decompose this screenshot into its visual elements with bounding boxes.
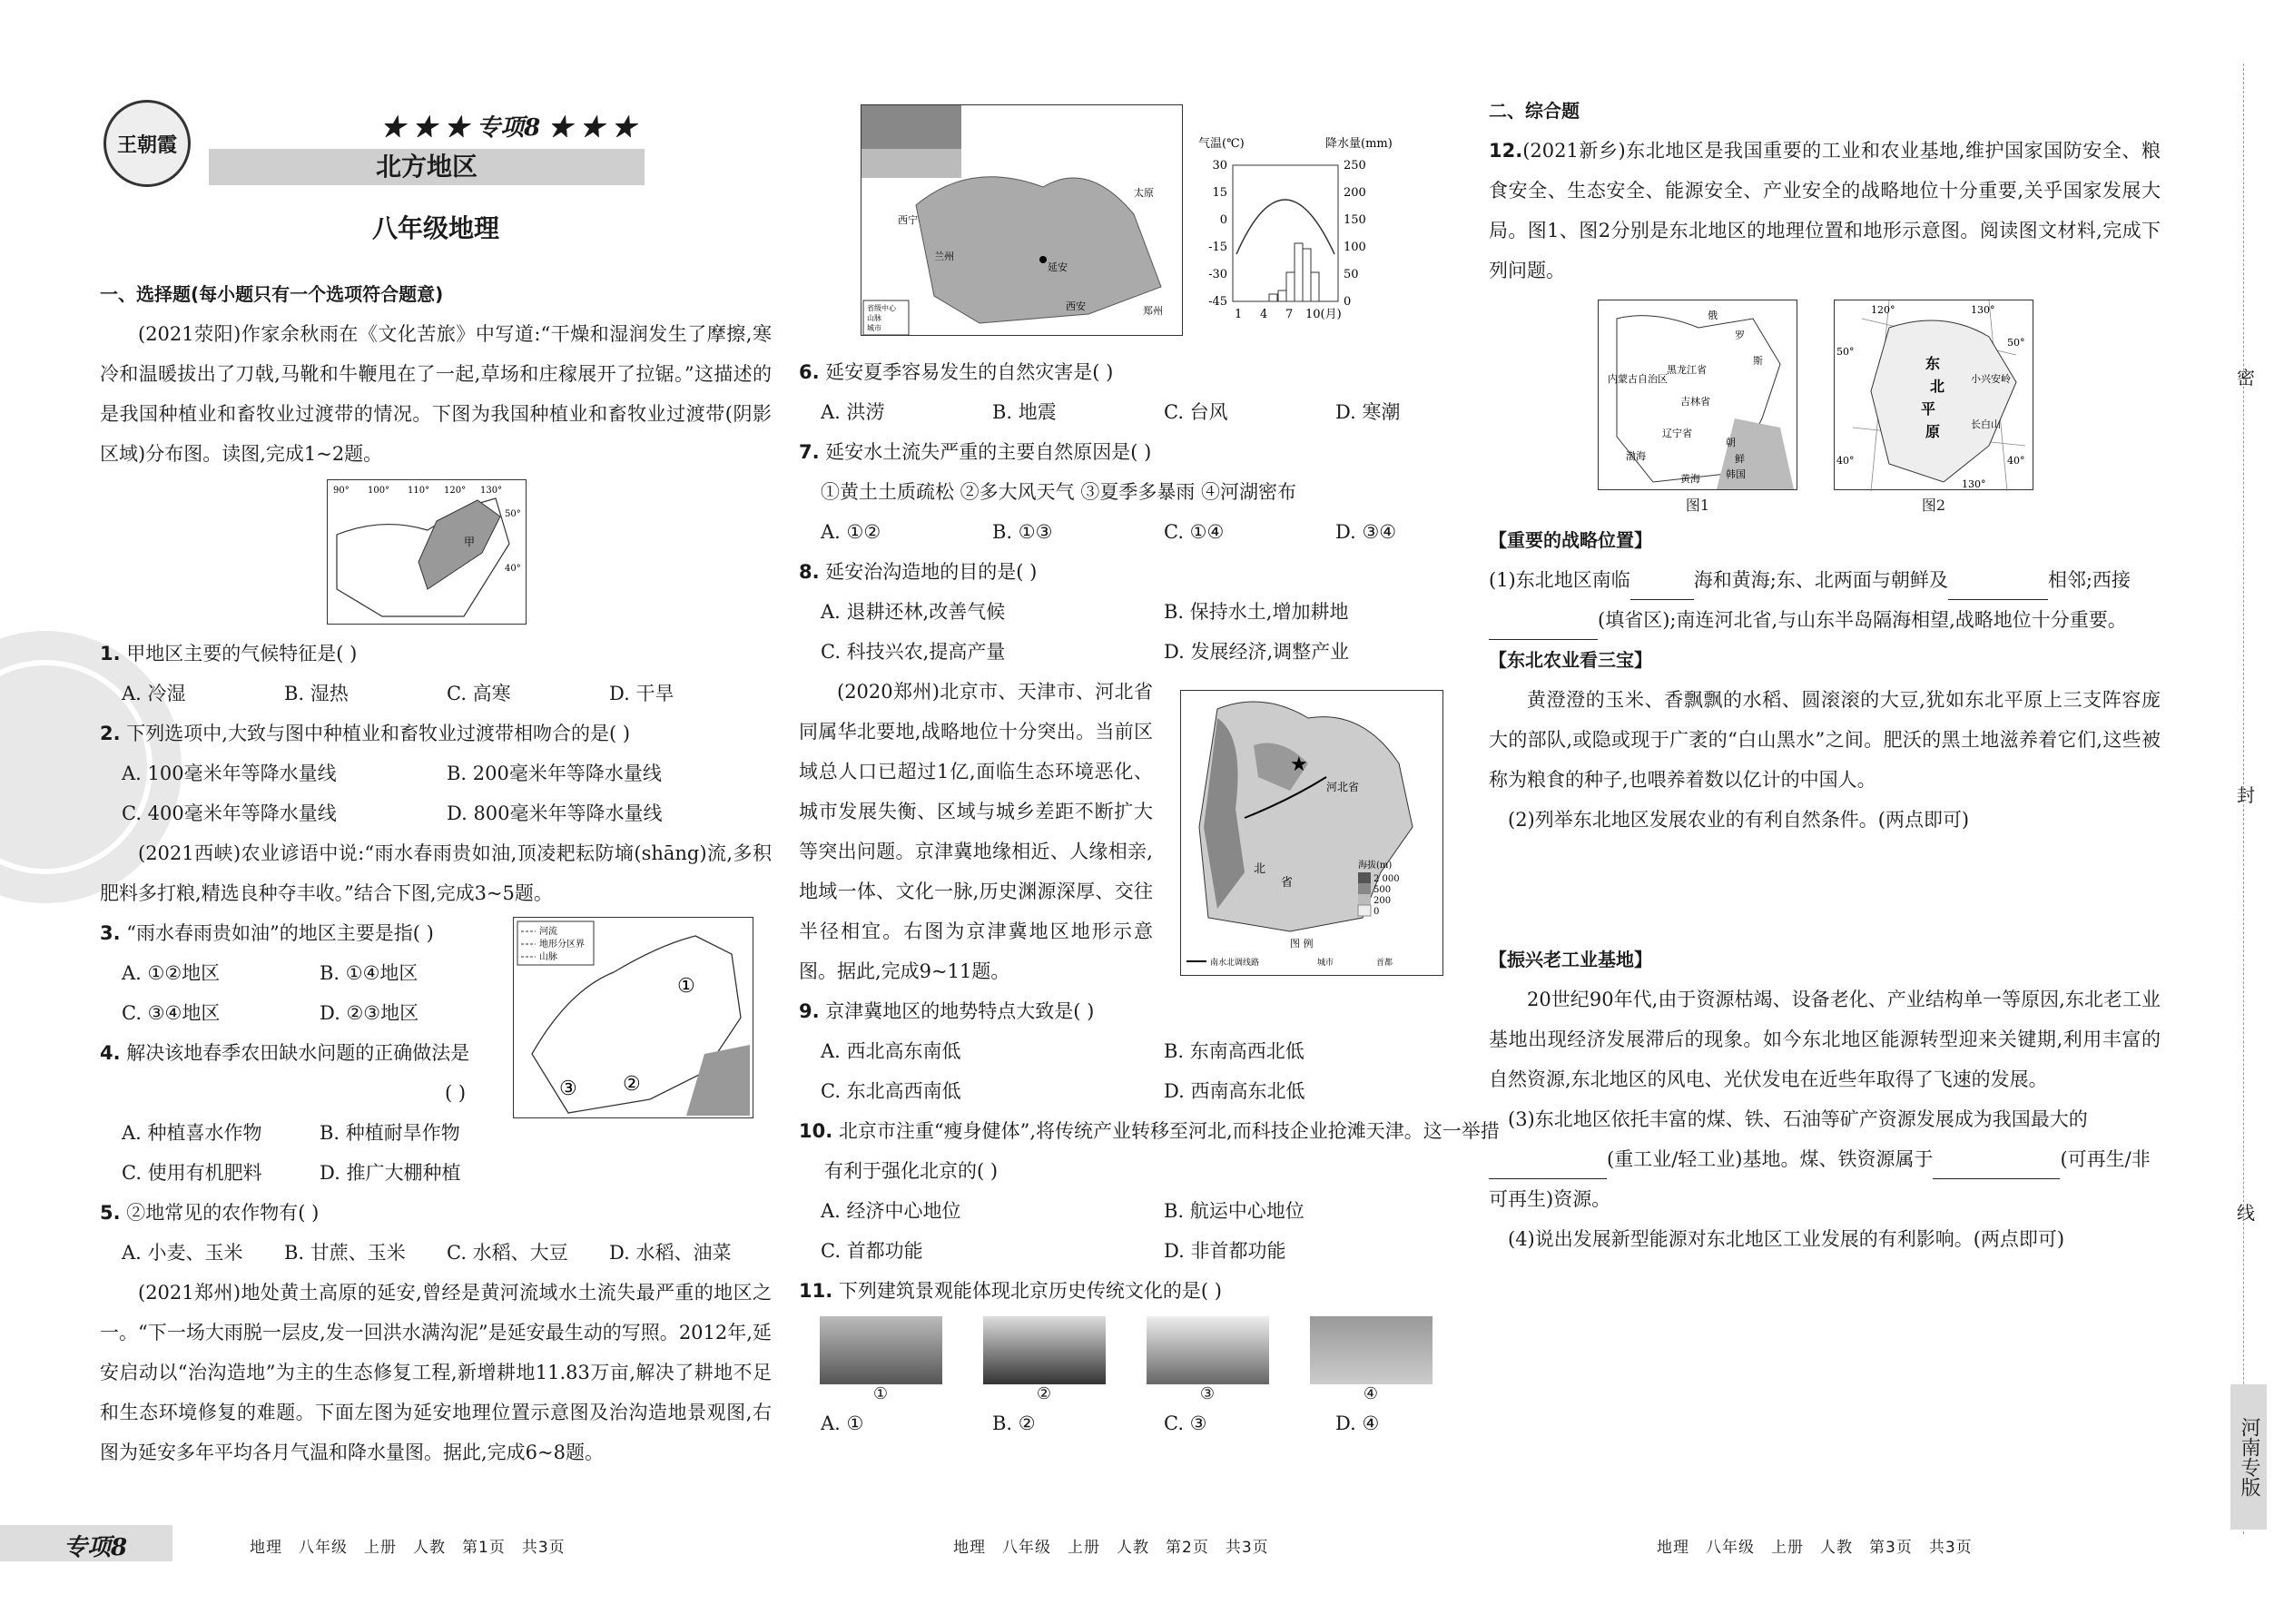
footer-mark: 专项8: [0, 1525, 172, 1561]
svg-text:50°: 50°: [1836, 346, 1855, 358]
header: [100, 91, 735, 243]
place-label: 兰州: [934, 251, 954, 262]
svg-text:①: ①: [677, 975, 695, 998]
region-label: 甲: [464, 536, 476, 548]
place-label: 西安: [1066, 300, 1086, 312]
options-6[interactable]: A. 洪涝 B. 地震 C. 台风 D. 寒潮: [821, 401, 1401, 423]
place-label: 延安: [1048, 261, 1068, 273]
svg-text:内蒙古自治区: 内蒙古自治区: [1608, 373, 1668, 385]
question-5: 5. ②地常见的农作物有( ): [100, 1202, 320, 1224]
place-label: 西宁: [898, 214, 918, 226]
answer-blank[interactable]: [1933, 1155, 2060, 1179]
map-jingjinji: [1180, 690, 1443, 976]
lat-label: 40°: [505, 564, 521, 574]
svg-text:0: 0: [1344, 295, 1352, 309]
logo-badge: 王朝霞: [103, 100, 191, 187]
precip-axis-label: 降水量(mm): [1325, 137, 1393, 151]
question-2: 2. 下列选项中,大致与图中种植业和畜牧业过渡带相吻合的是( ): [100, 723, 631, 744]
legend-boundary: 地形分区界: [539, 940, 585, 950]
question-3: 3. “雨水春雨贵如油”的地区主要是指( ): [100, 922, 434, 944]
figure-2: [1834, 300, 2033, 515]
building-photos: [799, 1316, 1452, 1403]
seal-mark: 线: [2237, 1202, 2255, 1224]
passage-2: (2021西峡)农业谚语中说:“雨水春雨贵如油,顶凌耙耘防墒(shāng)流,多积肥料多打粮,精选良种夺丰收。”结合下图,完成3~5题。: [100, 842, 772, 904]
footer-page-1: 地理 八年级 上册 人教 第1页 共3页: [250, 1539, 566, 1557]
question-1: 1. 甲地区主要的气候特征是( ): [100, 643, 358, 664]
svg-text:小兴安岭: 小兴安岭: [1971, 373, 2011, 385]
question-6: 6. 延安夏季容易发生的自然灾害是( ): [799, 361, 1114, 383]
svg-text:150: 150: [1344, 213, 1366, 227]
answer-blank[interactable]: [1630, 576, 1694, 600]
svg-text:俄: 俄: [1708, 310, 1718, 321]
options-4[interactable]: A. 种植喜水作物 B. 种植耐旱作物 C. 使用有机肥料 D. 推广大棚种植: [122, 1122, 461, 1184]
svg-text:120°: 120°: [1871, 304, 1895, 316]
svg-text:-45: -45: [1208, 295, 1227, 309]
lon-label: 130°: [480, 486, 503, 496]
lon-label: 100°: [368, 486, 390, 496]
svg-text:罗: 罗: [1735, 330, 1745, 341]
svg-text:原: 原: [1925, 423, 1941, 440]
map-transition-zone: [327, 479, 527, 625]
svg-text:130°: 130°: [1971, 304, 1995, 316]
column-page-3: [1489, 0, 2161, 1624]
legend-heading: 图 例: [1290, 938, 1314, 950]
svg-text:朝: 朝: [1726, 437, 1736, 448]
title-bar: [209, 149, 645, 185]
passage-6: 20世纪90年代,由于资源枯竭、设备老化、产业结构单一等原因,东北老工业基地出现经济发展滞后的现象。如今东北地区能源转型迎来关键期,利用丰富的自然资源,东北地区的风电、光伏发电在近些年取得了飞速的发展。: [1489, 989, 2161, 1090]
svg-text:黑龙江省: 黑龙江省: [1667, 364, 1707, 376]
passage-1: (2021荥阳)作家余秋雨在《文化苦旅》中写道:“干燥和湿润发生了摩擦,寒冷和温暖拔出了刀戟,马靴和牛鞭甩在了一起,草场和庄稼展开了拉锯。”这描述的是我国种植业和畜牧业过渡带的情况。下图为我国种植业和畜牧业过渡带(阴影区域)分布图。读图,完成1~2题。: [100, 323, 772, 465]
question-12-2: (2)列举东北地区发展农业的有利自然条件。(两点即可): [1508, 809, 1970, 831]
svg-text:③: ③: [559, 1078, 577, 1100]
svg-text:40°: 40°: [2007, 455, 2025, 467]
photo-1: ①: [820, 1316, 942, 1403]
question-7-items: ①黄土土质疏松 ②多大风天气 ③夏季多暴雨 ④河湖密布: [821, 481, 1297, 503]
svg-text:50°: 50°: [2007, 337, 2025, 349]
legend-mountain: 山脉: [539, 952, 557, 962]
province-label: 省: [1281, 876, 1294, 890]
map-yanan-location: [861, 104, 1183, 336]
svg-text:500: 500: [1373, 885, 1392, 895]
passage-3: (2021郑州)地处黄土高原的延安,曾经是黄河流域水土流失最严重的地区之一。“下一场大雨脱一层皮,发一回洪水满沟泥”是延安最生动的写照。2012年,延安启动以“治沟造地”为主的生态修复工程,新增耕地11.83万亩,解决了耕地不足和生态环境修复的难题。下面左图为延安地理位置示意图及治沟造地景观图,右图为延安多年平均各月气温和降水量图。据此,完成6~8题。: [100, 1282, 772, 1463]
answer-3: (3)东北地区依托丰富的煤、铁、石油等矿产资源发展成为我国最大的(重工业/轻工业)基地。煤、铁资源属于 (可再生/非可再生)资源。: [1489, 1108, 2151, 1210]
footer-page-2: 地理 八年级 上册 人教 第2页 共3页: [953, 1539, 1269, 1557]
svg-text:城市: 城市: [1317, 959, 1334, 968]
photo-2: ②: [983, 1316, 1106, 1403]
svg-text:韩国: 韩国: [1726, 468, 1746, 480]
svg-text:200: 200: [1344, 186, 1366, 200]
options-5[interactable]: A. 小麦、玉米 B. 甘蔗、玉米 C. 水稻、大豆 D. 水稻、油菜: [122, 1242, 732, 1264]
options-1[interactable]: A. 冷湿 B. 湿热 C. 高寒 D. 干旱: [122, 683, 674, 704]
options-7[interactable]: A. ①② B. ①③ C. ①④ D. ③④: [821, 521, 1397, 543]
legend-label: 城市: [867, 324, 881, 332]
province-label: 河北省: [1326, 781, 1360, 793]
svg-text:吉林省: 吉林省: [1680, 396, 1710, 408]
answer-blank[interactable]: [1489, 1155, 1607, 1179]
subtitle: 八年级地理: [372, 213, 500, 243]
question-12: 12.(2021新乡)东北地区是我国重要的工业和农业基地,维护国家国防安全、粮食安全、生态安全、能源安全、产业安全的战略地位十分重要,关乎国家发展大局。图1、图2分别是东北地区的地理位置和地形示意图。阅读图文材料,完成下列问题。: [1489, 140, 2161, 281]
svg-text:辽宁省: 辽宁省: [1662, 428, 1692, 439]
options-2[interactable]: A. 100毫米年等降水量线 B. 200毫米年等降水量线 C. 400毫米年等降水量线 D. 800毫米年等降水量线: [122, 763, 663, 824]
answer-1: (1)东北地区南临 海和黄海;东、北两面与朝鲜及 相邻;西接(填省区);南连河北省,与山东半岛隔海相望,战略地位十分重要。: [1489, 560, 2161, 640]
passage-5: 黄澄澄的玉米、香飘飘的水稻、圆滚滚的大豆,犹如东北平原上三支阵容庞大的部队,或隐或现于广袤的“白山黑水”之间。肥沃的黑土地滋养着它们,这些被称为粮食的种子,也喂养着数以亿计的中国人。: [1489, 689, 2161, 791]
svg-text:北: 北: [1930, 378, 1945, 395]
svg-text:长白山: 长白山: [1971, 418, 2001, 430]
svg-text:-30: -30: [1208, 268, 1227, 281]
svg-text:-15: -15: [1208, 241, 1227, 254]
legend-label: 山脉: [867, 314, 881, 322]
svg-text:50: 50: [1344, 268, 1359, 281]
figure-1: [1598, 300, 1797, 515]
question-7: 7. 延安水土流失严重的主要自然原因是( ): [799, 441, 1152, 463]
svg-text:东: 东: [1925, 355, 1941, 372]
svg-text:15: 15: [1212, 186, 1227, 200]
svg-text:100: 100: [1344, 241, 1366, 254]
svg-text:7: 7: [1285, 308, 1294, 321]
question-8: 8. 延安治沟造地的目的是( ): [799, 561, 1038, 583]
figure-2-caption: 图2: [1921, 497, 1946, 514]
svg-text:0: 0: [1373, 907, 1380, 917]
column-page-1: [100, 0, 772, 1624]
section-2-heading: 二、综合题: [1489, 100, 1580, 122]
svg-text:200: 200: [1373, 896, 1392, 906]
svg-text:0: 0: [1219, 213, 1227, 227]
svg-text:南水北调线路: 南水北调线路: [1210, 959, 1260, 968]
edition-tag: 河南专版: [2230, 1384, 2267, 1530]
svg-text:渤海: 渤海: [1626, 450, 1646, 462]
photo-4: ④: [1310, 1316, 1433, 1403]
lon-label: 120°: [444, 486, 467, 496]
legend-river: 河流: [539, 927, 557, 937]
answer-blank[interactable]: [1948, 576, 2048, 600]
map-north-china-terrain: [513, 917, 753, 1118]
heading-strategic-location: 【重要的战略位置】: [1489, 529, 1652, 551]
svg-text:130°: 130°: [1962, 478, 1986, 490]
svg-text:2 000: 2 000: [1373, 874, 1400, 884]
svg-text:鲜: 鲜: [1735, 453, 1745, 465]
figure-1-caption: 图1: [1685, 497, 1710, 514]
column-page-2: [799, 0, 1507, 1624]
svg-text:1: 1: [1235, 308, 1243, 321]
svg-text:250: 250: [1344, 159, 1366, 172]
question-9: 9. 京津冀地区的地势特点大致是( ): [799, 1000, 1095, 1022]
page-title: 北方地区: [375, 152, 478, 182]
svg-text:10(月): 10(月): [1305, 308, 1342, 321]
svg-text:首都: 首都: [1376, 959, 1393, 968]
heading-agriculture: 【东北农业看三宝】: [1489, 649, 1652, 671]
heading-industry: 【振兴老工业基地】: [1489, 949, 1652, 970]
question-10: 10. 北京市注重“瘦身健体”,将传统产业转移至河北,而科技企业抢滩天津。这一举措有利于强化北京的( ): [799, 1120, 1500, 1182]
section-1-heading: 一、选择题(每小题只有一个选项符合题意): [100, 283, 444, 305]
svg-text:4: 4: [1260, 308, 1268, 321]
svg-text:30: 30: [1212, 159, 1227, 172]
lon-label: 90°: [333, 486, 350, 496]
svg-text:斯: 斯: [1753, 355, 1763, 367]
svg-text:40°: 40°: [1836, 455, 1855, 467]
temp-axis-label: 气温(℃): [1198, 137, 1245, 151]
place-label: 郑州: [1143, 305, 1163, 317]
lat-label: 50°: [505, 509, 521, 519]
options-9[interactable]: A. 西北高东南低 B. 东南高西北低 C. 东北高西南低 D. 西南高东北低: [821, 1040, 1305, 1102]
legend-title: 海拔(m): [1358, 861, 1393, 871]
legend-label: 省级中心: [867, 304, 896, 312]
passage-4: (2020郑州)北京市、天津市、河北省同属华北要地,战略地位十分突出。当前区域总人口已超过1亿,面临生态环境恶化、城市发展失衡、区域与城乡差距不断扩大等突出问题。京津冀地缘相近、人缘相亲,地域一体、文化一脉,历史渊源深厚、交往半径相宜。右图为京津冀地区地形示意图。据此,完成9~11题。: [799, 681, 1153, 982]
question-4: 4. 解决该地春季农田缺水问题的正确做法是: [100, 1042, 470, 1064]
options-11[interactable]: A. ① B. ② C. ③ D. ④: [821, 1412, 1380, 1434]
lon-label: 110°: [408, 486, 430, 496]
svg-text:②: ②: [623, 1073, 641, 1096]
seal-mark: 封: [2237, 784, 2255, 806]
capital-star-icon: ★: [1290, 753, 1308, 776]
answer-area-2[interactable]: [1489, 840, 2161, 940]
place-label: 太原: [1134, 187, 1154, 199]
question-12-4: (4)说出发展新型能源对东北地区工业发展的有利影响。(两点即可): [1508, 1228, 2065, 1250]
photo-3: ③: [1147, 1316, 1269, 1403]
options-10[interactable]: A. 经济中心地位 B. 航运中心地位 C. 首都功能 D. 非首都功能: [821, 1200, 1305, 1262]
options-3[interactable]: A. ①②地区 B. ①④地区 C. ③④地区 D. ②③地区: [122, 962, 419, 1024]
question-4-paren: ( ): [445, 1082, 467, 1104]
question-11: 11. 下列建筑景观能体现北京历史传统文化的是( ): [799, 1280, 1222, 1302]
topic-label: ★ ★ ★ 专项8 ★ ★ ★: [381, 114, 636, 142]
svg-text:平: 平: [1921, 400, 1936, 418]
footer-page-3: 地理 八年级 上册 人教 第3页 共3页: [1657, 1539, 1973, 1557]
climate-chart: [1198, 136, 1443, 336]
answer-blank[interactable]: [1489, 615, 1598, 640]
svg-text:黄海: 黄海: [1680, 473, 1700, 485]
options-8[interactable]: A. 退耕还林,改善气候 B. 保持水土,增加耕地 C. 科技兴农,提高产量 D. 发展经济,调整产业: [821, 601, 1350, 663]
province-label: 北: [1254, 862, 1266, 876]
seal-mark: 密: [2237, 367, 2255, 389]
